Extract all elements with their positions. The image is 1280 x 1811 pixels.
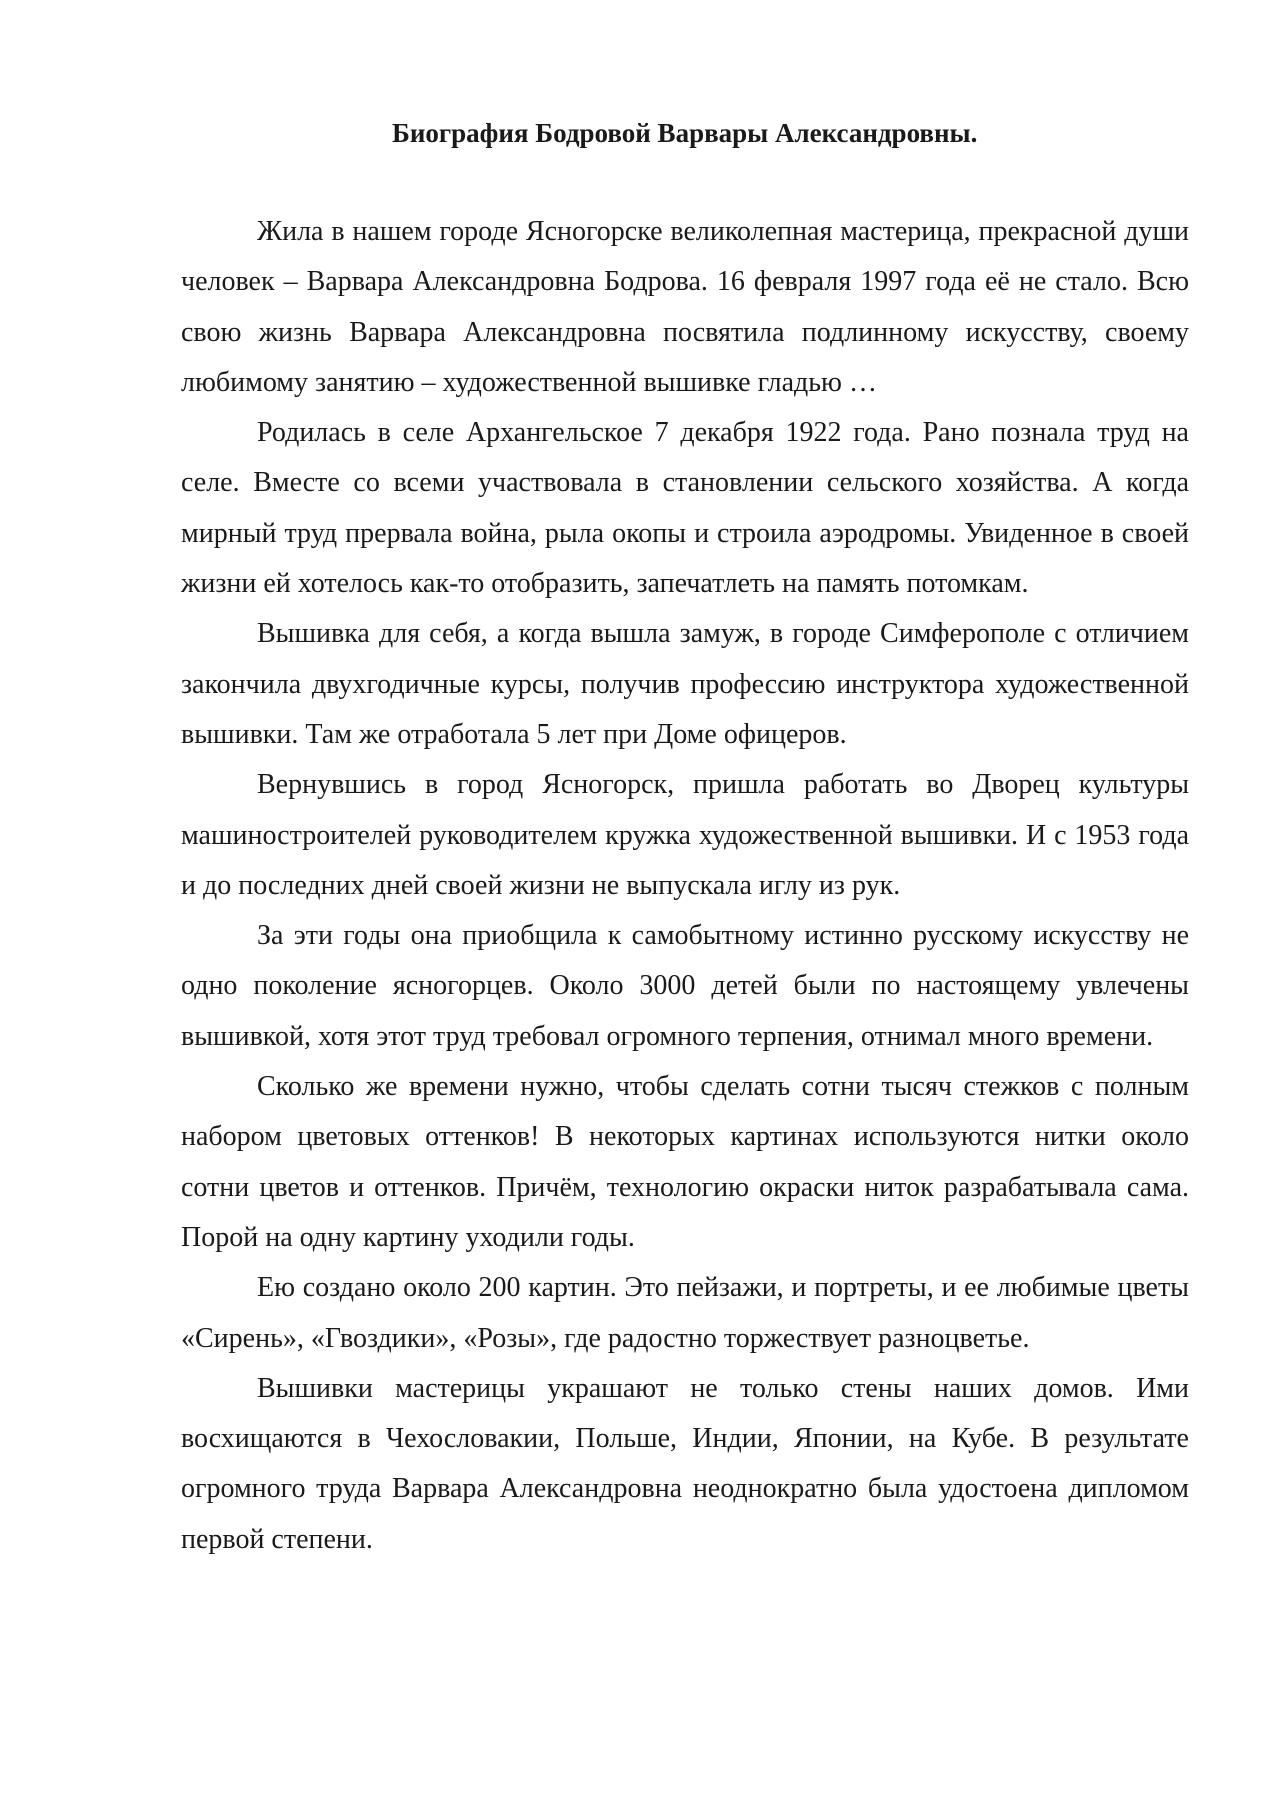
paragraph: За эти годы она приобщила к самобытному истинно русскому искусству не одно поколение ясногорцев. Около 3000 детей были по настоящему увлечены вышивкой, хотя этот труд требовал огромного терпения, отнимал много времени. — [181, 920, 1189, 1052]
paragraph: Сколько же времени нужно, чтобы сделать сотни тысяч стежков с полным набором цветовых оттенков! В некоторых картинах используются нитки около сотни цветов и оттенков. Причём, технологию окраски ниток разрабатывала сама. Порой на одну картину уходили годы. — [181, 1071, 1189, 1253]
paragraph: Вышивки мастерицы украшают не только стены наших домов. Ими восхищаются в Чехословакии, Польше, Индии, Японии, на Кубе. В результате огромного труда Варвара Александровна неоднократно была удостоена дипломом первой степени. — [181, 1372, 1189, 1555]
paragraph: Родилась в селе Архангельское 7 декабря 1922 года. Рано познала труд на селе. Вместе со всеми участвовала в становлении сельского хозяйства. А когда мирный труд прервала война, рыла окопы и строила аэродромы. Увиденное в своей жизни ей хотелось как-то отобразить, запечатлеть на память потомкам. — [181, 417, 1189, 600]
document-body — [181, 207, 1189, 1565]
paragraph: Вышивка для себя, а когда вышла замуж, в городе Симферополе с отличием закончила двухгодичные курсы, получив профессию инструктора художественной вышивки. Там же отработала 5 лет при Доме офицеров. — [181, 618, 1189, 750]
paragraph: Ею создано около 200 картин. Это пейзажи, и портреты, и ее любимые цветы «Сирень», «Гвоздики», «Розы», где радостно торжествует разноцветье. — [181, 1272, 1189, 1354]
paragraph: Вернувшись в город Ясногорск, пришла работать во Дворец культуры машиностроителей руководителем кружка художественной вышивки. И с 1953 года и до последних дней своей жизни не выпускала иглу из рук. — [181, 769, 1189, 901]
paragraph: Жила в нашем городе Ясногорске великолепная мастерица, прекрасной души человек – Варвара Александровна Бодрова. 16 февраля 1997 года её не стало. Всю свою жизнь Варвара Александровна посвятила подлинному искусству, своему любимому занятию – художественной вышивке гладью … — [181, 216, 1189, 398]
document-title: Биография Бодровой Варвары Александровны. — [392, 118, 978, 148]
